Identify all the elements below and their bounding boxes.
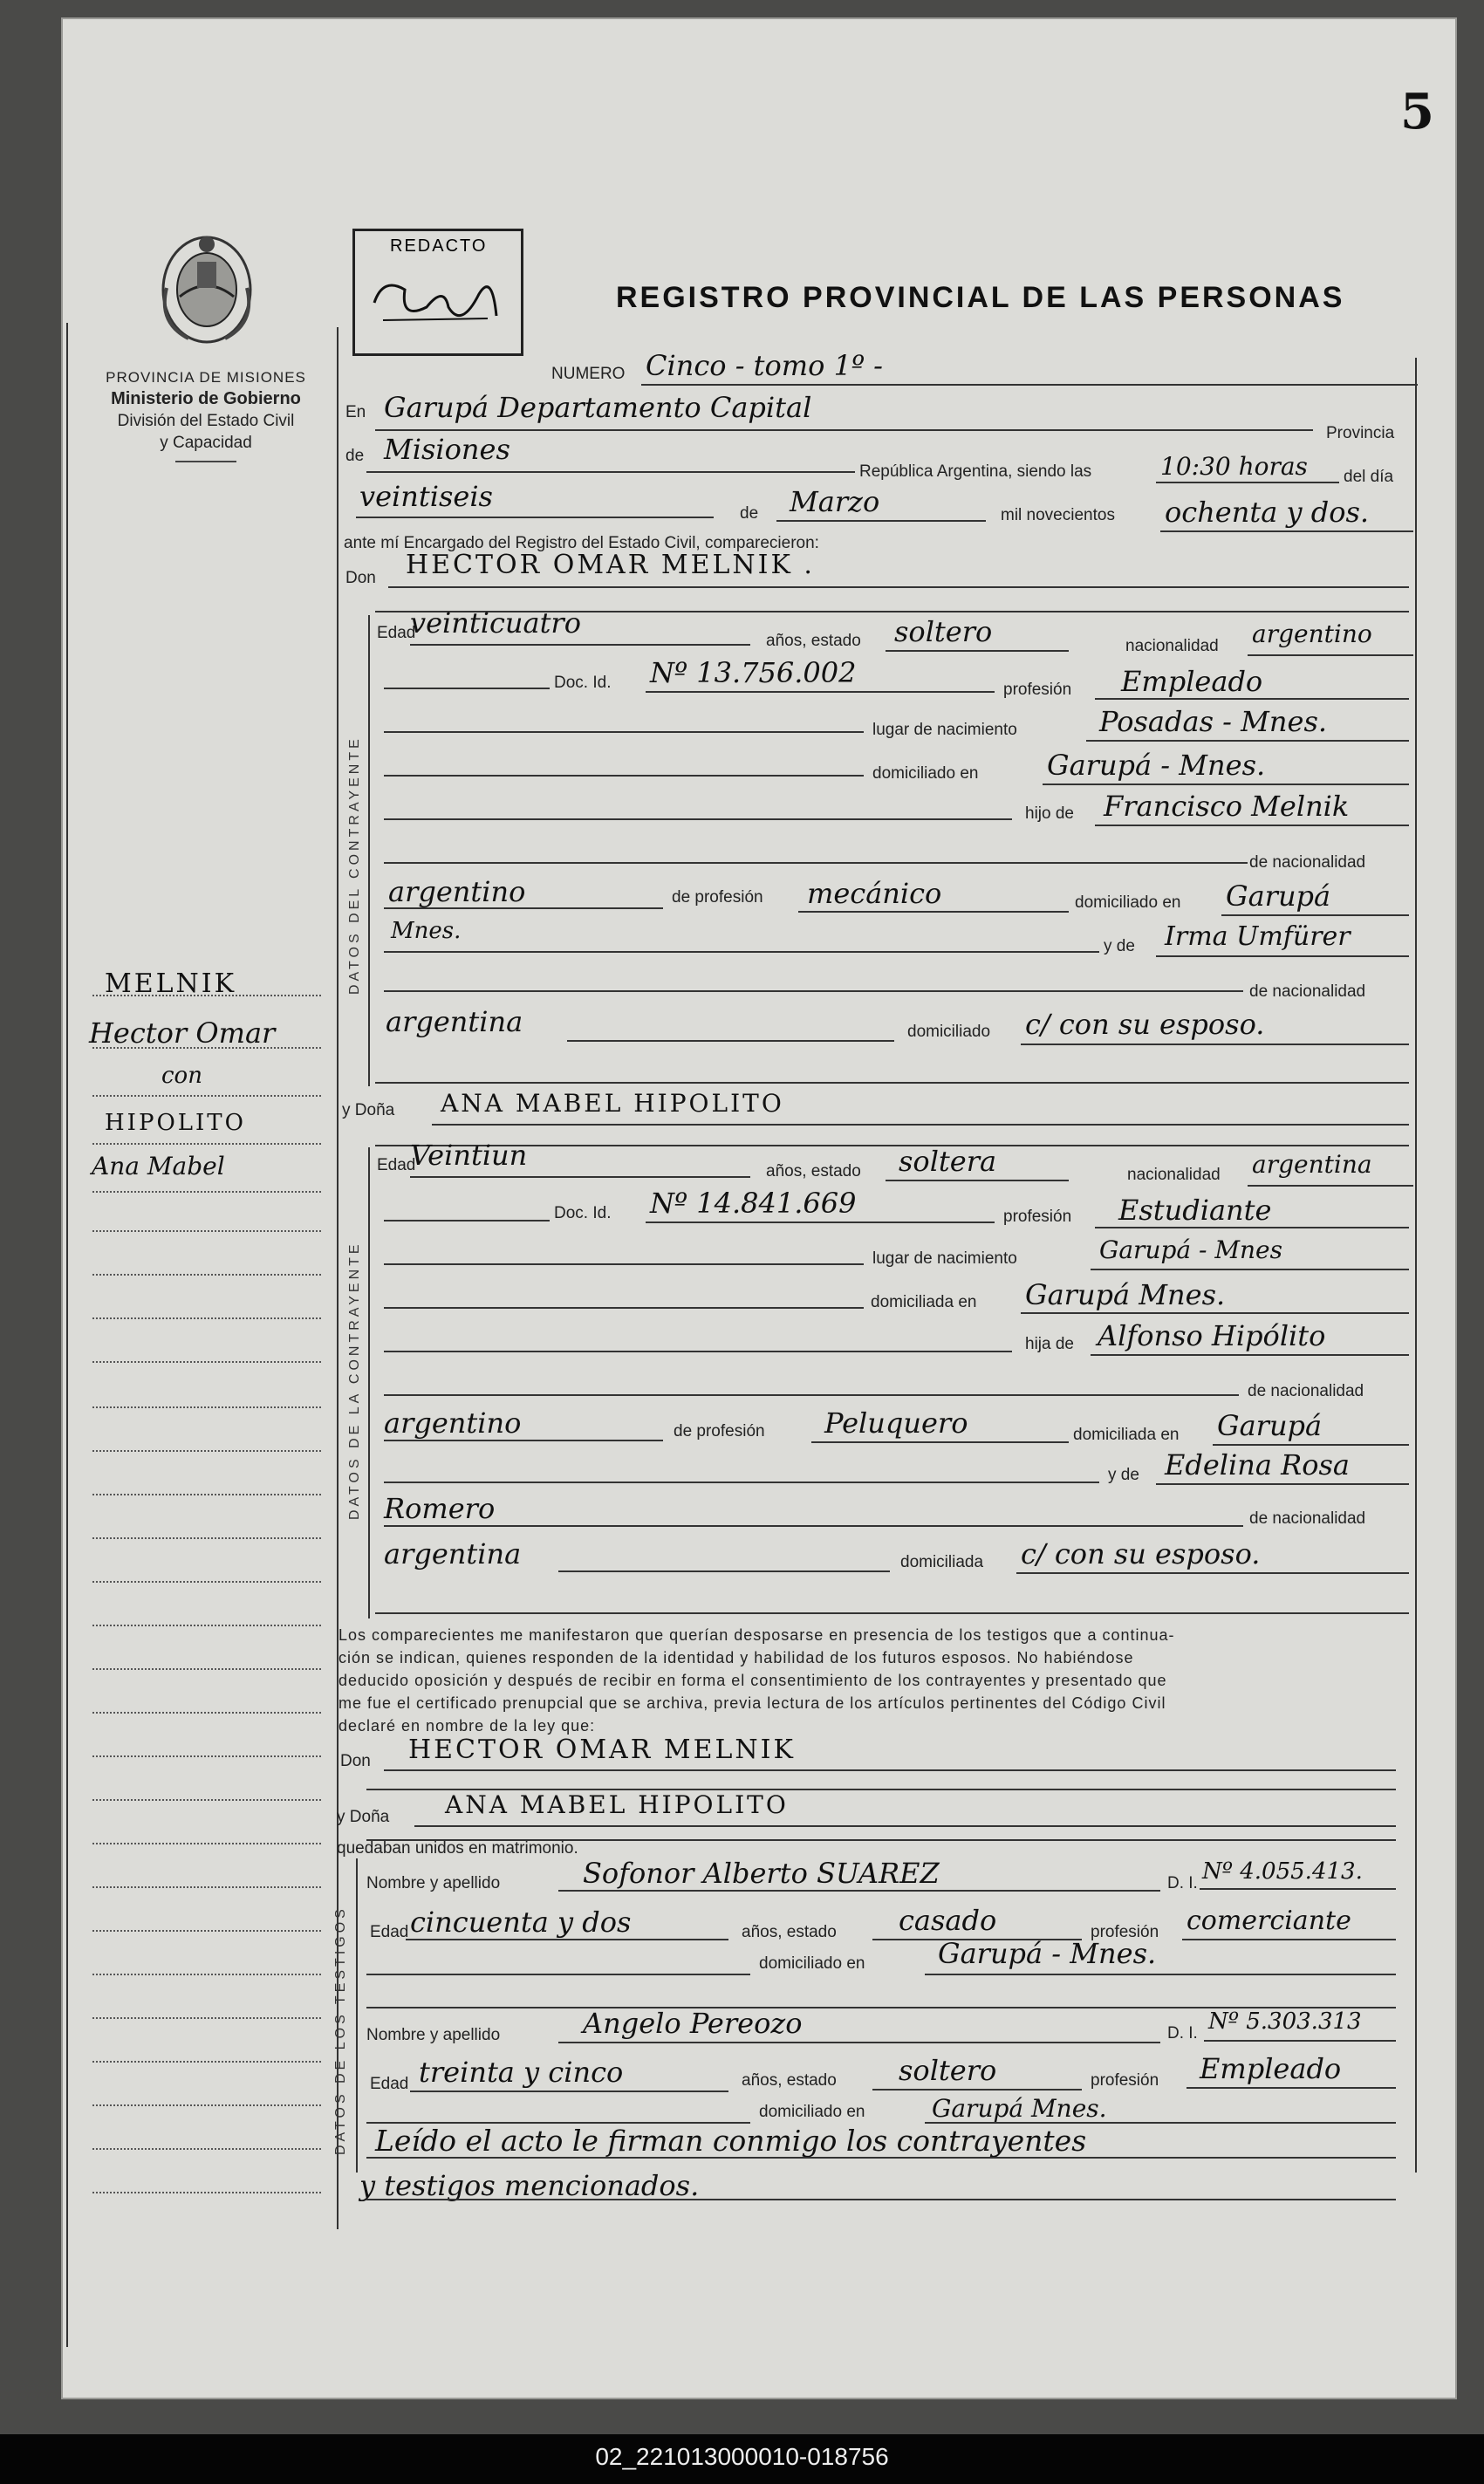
- declaration-line-1: Los comparecientes me manifestaron que querían desposarse en presencia de los testigos que a continua-: [339, 1626, 1175, 1644]
- mil-label: mil novecientos: [1001, 506, 1115, 524]
- page-number: 5: [1400, 83, 1434, 140]
- c-nac-value: argentino: [1252, 619, 1372, 648]
- margin-name-groom: Hector Omar: [89, 1016, 276, 1050]
- c-madre-value: Irma Umfürer: [1165, 921, 1351, 952]
- f-prof-value: Estudiante: [1118, 1194, 1272, 1227]
- t2-di-value: Nº 5.303.313: [1208, 2008, 1362, 2035]
- numero-label: NUMERO: [551, 365, 626, 383]
- f-doc-value: Nº 14.841.669: [650, 1187, 857, 1220]
- redacto-stamp: [352, 229, 523, 356]
- c-prof-value: Empleado: [1121, 665, 1263, 698]
- c-prof-label: profesión: [1003, 681, 1072, 699]
- c-edad-label: Edad: [377, 624, 416, 642]
- f-y-de-label: y de: [1108, 1466, 1139, 1484]
- en-value: Garupá Departamento Capital: [384, 391, 812, 424]
- de-label: de: [345, 447, 365, 465]
- c-madre-dom-value: c/ con su esposo.: [1025, 1008, 1265, 1041]
- t1-anios-label: años, estado: [742, 1923, 837, 1941]
- t2-prof-value: Empleado: [1200, 2052, 1342, 2085]
- c-madre-dom-label: domiciliado: [907, 1023, 991, 1041]
- t1-edad-value: cincuenta y dos: [410, 1906, 632, 1939]
- f-dom-value: Garupá Mnes.: [1025, 1278, 1226, 1311]
- office-division: División del Estado Civil: [117, 412, 295, 430]
- office-province: PROVINCIA DE MISIONES: [106, 369, 306, 386]
- f-padre-value: Alfonso Hipólito: [1098, 1319, 1326, 1352]
- t2-nombre-value: Angelo Pereozo: [583, 2007, 803, 2040]
- c-nac-label: nacionalidad: [1125, 637, 1219, 655]
- f-edad-label: Edad: [377, 1156, 416, 1174]
- f-prof-label: profesión: [1003, 1208, 1072, 1226]
- t1-dom-label: domiciliado en: [759, 1954, 865, 1973]
- c-padre-value: Francisco Melnik: [1104, 790, 1350, 823]
- f-madre-dom-label: domiciliada: [900, 1553, 984, 1571]
- f-lugar-label: lugar de nacimiento: [872, 1249, 1017, 1268]
- decl-don-value: HECTOR OMAR MELNIK: [408, 1735, 796, 1765]
- declaration-line-3: deducido oposición y después de recibir en forma el consentimiento de los contrayentes y presentado que: [339, 1672, 1167, 1689]
- f-padre-dom-value: Garupá: [1217, 1409, 1323, 1442]
- t1-nombre-label: Nombre y apellido: [366, 1874, 501, 1892]
- c-madre-nac-value: argentina: [386, 1005, 523, 1038]
- office-heading: [75, 366, 337, 462]
- hora-value: 10:30 horas: [1160, 452, 1308, 481]
- f-madre-dom-value: c/ con su esposo.: [1021, 1537, 1261, 1570]
- f-de-nac-label: de nacionalidad: [1248, 1382, 1364, 1400]
- decl-don-label: Don: [340, 1752, 371, 1770]
- f-dom-label: domiciliada en: [871, 1293, 977, 1311]
- mes-value: Marzo: [790, 485, 880, 518]
- f-estado-value: soltera: [899, 1145, 997, 1178]
- c-de-nac-label2: de nacionalidad: [1249, 982, 1366, 1001]
- c-padre-prof-value: mecánico: [807, 877, 942, 910]
- dona-label: y Doña: [342, 1101, 395, 1119]
- don-value: HECTOR OMAR MELNIK .: [406, 550, 815, 580]
- f-padre-nac-value: argentino: [384, 1406, 522, 1440]
- c-padre-dom-value: Garupá: [1226, 879, 1331, 913]
- t2-edad-value: treinta y cinco: [419, 2056, 624, 2089]
- t1-dom-value: Garupá - Mnes.: [938, 1937, 1157, 1970]
- c-y-de-label: y de: [1104, 937, 1135, 955]
- c-doc-label: Doc. Id.: [554, 674, 612, 692]
- closing-line-2: y testigos mencionados.: [359, 2169, 700, 2202]
- f-doc-label: Doc. Id.: [554, 1204, 612, 1222]
- f-de-nac-label2: de nacionalidad: [1249, 1509, 1366, 1528]
- closing-line-1: Leído el acto le firman conmigo los contrayentes: [375, 2124, 1087, 2158]
- provincial-emblem-icon: [154, 227, 260, 349]
- t1-estado-value: casado: [899, 1904, 997, 1937]
- c-hijo-label: hijo de: [1025, 804, 1074, 823]
- contrayenta-side-label: DATOS DE LA CONTRAYENTE: [347, 1241, 362, 1520]
- office-capacity: y Capacidad: [160, 434, 252, 452]
- t1-edad-label: Edad: [370, 1923, 409, 1941]
- dona-value: ANA MABEL HIPOLITO: [441, 1089, 784, 1118]
- c-lugar-label: lugar de nacimiento: [872, 721, 1017, 739]
- scan-footer-id: 02_221013000010-018756: [0, 2434, 1484, 2484]
- office-ministry: Ministerio de Gobierno: [111, 389, 301, 408]
- declaration-line-5: declaré en nombre de la ley que:: [339, 1717, 596, 1735]
- stamp-label: REDACTO: [390, 236, 488, 256]
- f-nac-label: nacionalidad: [1127, 1166, 1221, 1184]
- decl-dona-value: ANA MABEL HIPOLITO: [445, 1790, 789, 1819]
- decl-quedaban: quedaban unidos en matrimonio.: [337, 1839, 578, 1858]
- declaration-line-4: me fue el certificado prenupcial que se archiva, previa lectura de los artículos pertinentes del Código Civil: [339, 1694, 1166, 1712]
- provincia-label: Provincia: [1326, 424, 1395, 442]
- page-title: REGISTRO PROVINCIAL DE LAS PERSONAS: [616, 281, 1345, 314]
- c-de-prof-label: de profesión: [672, 888, 763, 907]
- c-doc-value: Nº 13.756.002: [650, 656, 857, 689]
- f-edad-value: Veintiun: [410, 1139, 528, 1172]
- t1-di-label: D. I.: [1167, 1874, 1198, 1892]
- del-dia-label: del día: [1344, 468, 1394, 486]
- f-madre-nac-value: argentina: [384, 1537, 522, 1570]
- t2-dom-value: Garupá Mnes.: [932, 2094, 1107, 2123]
- t1-di-value: Nº 4.055.413.: [1202, 1858, 1363, 1885]
- t2-edad-label: Edad: [370, 2075, 409, 2093]
- f-padre-dom-label: domiciliada en: [1073, 1426, 1180, 1444]
- en-label: En: [345, 403, 366, 421]
- de-value: Misiones: [384, 433, 510, 466]
- f-de-prof-label: de profesión: [674, 1422, 765, 1440]
- dia-value: veintiseis: [359, 480, 493, 513]
- republica-label: República Argentina, siendo las: [859, 462, 1092, 481]
- t2-estado-value: soltero: [899, 2054, 997, 2087]
- f-hija-label: hija de: [1025, 1335, 1074, 1353]
- anio-value: ochenta y dos.: [1165, 496, 1370, 529]
- t2-di-label: D. I.: [1167, 2024, 1198, 2043]
- testigos-side-label: DATOS DE LOS TESTIGOS: [333, 1906, 348, 2155]
- numero-value: Cinco - tomo 1º -: [646, 349, 883, 382]
- initials-signature-icon: [366, 268, 505, 338]
- c-lugar-value: Posadas - Mnes.: [1099, 705, 1328, 738]
- ante-label: ante mí Encargado del Registro del Estado Civil, comparecieron:: [344, 534, 819, 552]
- c-dom-value: Garupá - Mnes.: [1047, 749, 1266, 782]
- f-anios-label: años, estado: [766, 1162, 861, 1180]
- margin-surname-groom: MELNIK: [105, 968, 237, 999]
- margin-con: con: [161, 1063, 202, 1089]
- t1-prof-label: profesión: [1091, 1923, 1159, 1941]
- f-madre-value: Edelina Rosa: [1165, 1448, 1350, 1482]
- c-anios-label: años, estado: [766, 632, 861, 650]
- f-nac-value: argentina: [1252, 1150, 1372, 1179]
- c-padre-dom2-value: Mnes.: [391, 918, 462, 944]
- c-padre-nac-value: argentino: [388, 875, 526, 908]
- c-dom-label: domiciliado en: [872, 764, 979, 783]
- margin-name-bride: Ana Mabel: [92, 1152, 225, 1180]
- t2-prof-label: profesión: [1091, 2071, 1159, 2090]
- f-padre-prof-value: Peluquero: [824, 1406, 968, 1440]
- t2-dom-label: domiciliado en: [759, 2103, 865, 2121]
- t1-nombre-value: Sofonor Alberto SUAREZ: [583, 1857, 940, 1890]
- decl-dona-label: y Doña: [337, 1808, 390, 1826]
- c-edad-value: veinticuatro: [410, 606, 581, 640]
- don-label: Don: [345, 569, 376, 587]
- f-madre-ap-value: Romero: [384, 1492, 496, 1525]
- c-de-nac-label: de nacionalidad: [1249, 853, 1366, 872]
- t1-prof-value: comerciante: [1187, 1906, 1351, 1936]
- f-lugar-value: Garupá - Mnes: [1099, 1235, 1282, 1264]
- de-mes-label: de: [740, 504, 759, 523]
- declaration-line-2: ción se indican, quienes responden de la identidad y habilidad de los futuros esposos. No habiéndose: [339, 1649, 1134, 1666]
- c-padre-dom-label: domiciliado en: [1075, 893, 1181, 912]
- t2-nombre-label: Nombre y apellido: [366, 2026, 501, 2044]
- c-estado-value: soltero: [894, 615, 993, 648]
- margin-surname-bride: HIPOLITO: [105, 1110, 246, 1136]
- t2-anios-label: años, estado: [742, 2071, 837, 2090]
- contrayente-side-label: DATOS DEL CONTRAYENTE: [347, 736, 362, 995]
